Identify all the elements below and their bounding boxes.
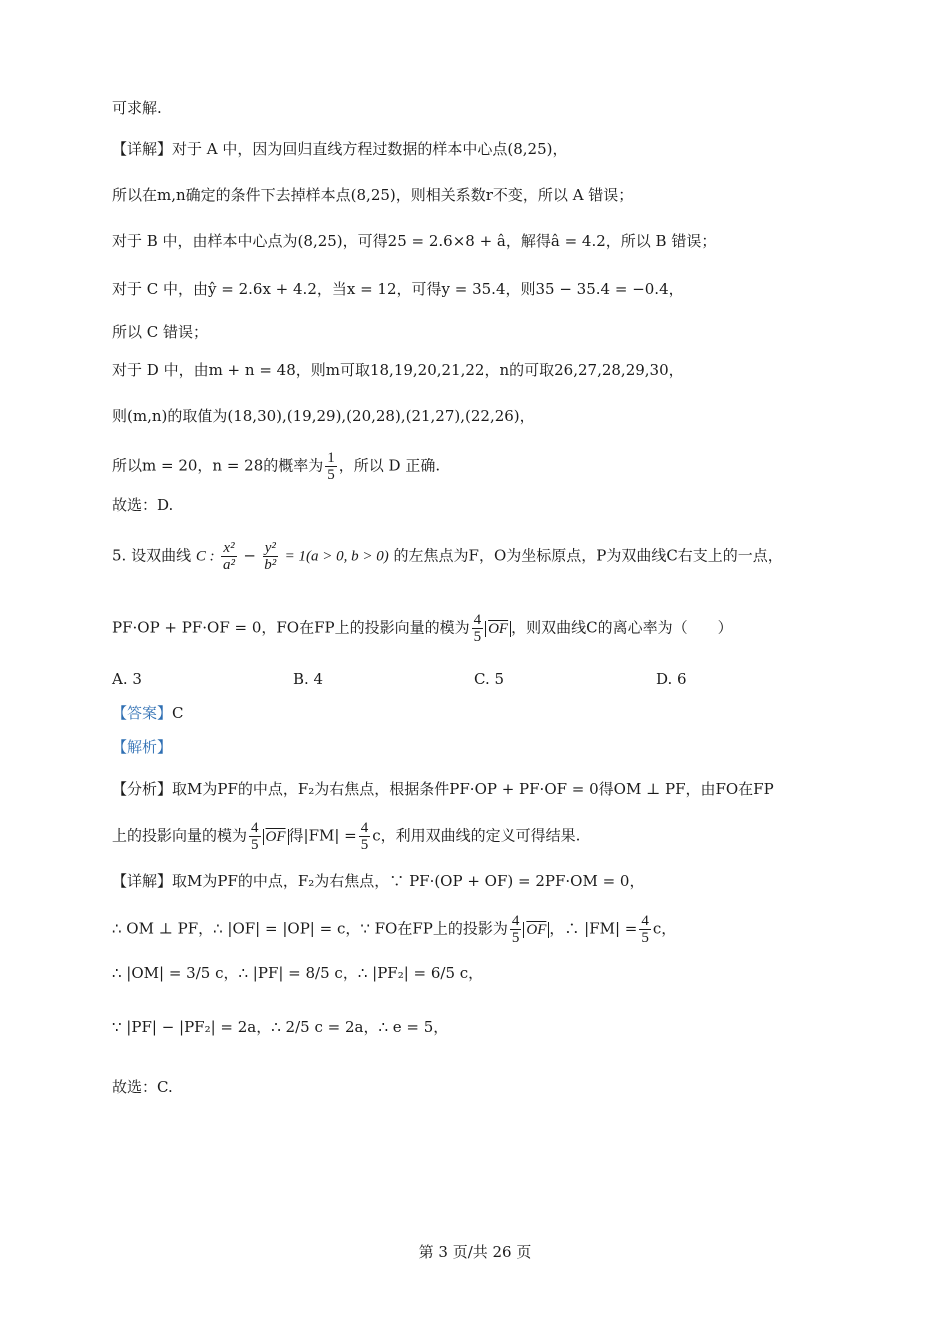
detail-tag: 【详解】 [112, 140, 173, 158]
fraction-four-fifth: $\frac{4}{5}$ [473, 612, 482, 645]
detail-line-c: 对于 C 中，由ŷ = 2.6x + 4.2，当x = 12，可得y = 35.4，则35 − 35.4 = −0.4， [112, 280, 684, 298]
option-b: B. 4 [293, 670, 324, 688]
fraction-x2-a2: $\frac{\text{x²}}{\text{a²}}$ [222, 540, 235, 573]
detail-line-a: 【详解】对于 A 中，因为回归直线方程过数据的样本中心点(8,25)， [112, 140, 568, 158]
answer-value: C [172, 704, 184, 722]
detail-line-b: 对于 B 中，由样本中心点为(8,25)，可得25 = 2.6×8 + â，解得â = 4.2，所以 B 错误； [112, 232, 717, 250]
detail-line-d2: 则(m,n)的取值为(18,30),(19,29),(20,28),(21,27),(22,26)， [112, 407, 535, 425]
question-5-line-2: PF·OP + PF·OF = 0，FO在FP上的投影向量的模为 $\frac{4}{5}$ $\overline{OF}$ ，则双曲线C的离心率为（ ） [112, 612, 733, 645]
answer-line [112, 702, 184, 724]
final-choice: 故选：C. [112, 1078, 173, 1096]
detail-line-d: 对于 D 中，由m + n = 48，则m可取18,19,20,21,22，n的可取26,27,28,29,30， [112, 361, 684, 379]
detail-line-d3: 所以m = 20，n = 28的概率为 $\frac{1}{5}$ ，所以 D 正确. [112, 450, 441, 483]
fraction-y2-b2: $\frac{\text{y²}}{\text{b²}}$ [264, 540, 277, 573]
detail-2-line-4: ∵ |PF| − |PF₂| = 2a，∴ 2/5 c = 2a，∴ e = 5， [112, 1018, 449, 1036]
answer-choice-line: 故选：D. [112, 496, 174, 514]
detail-line-a2: 所以在m,n确定的条件下去掉样本点(8,25)，则相关系数r不变，所以 A 错误； [112, 186, 634, 204]
detail-2-line-1: 【详解】取M为PF的中点，F₂为右焦点，∵ PF·(OP + OF) = 2PF·OM = 0， [112, 872, 645, 890]
page-footer: 第 3 页/共 26 页 [418, 1243, 532, 1261]
detail-line-c2: 所以 C 错误； [112, 323, 209, 341]
option-d: D. 6 [656, 670, 687, 688]
option-a: A. 3 [112, 670, 142, 688]
analysis-heading: 【解析】 [112, 738, 173, 756]
option-c: C. 5 [474, 670, 505, 688]
analysis-line-2: 上的投影向量的模为 $\frac{4}{5}$ $\overline{OF}$ 得|FM| = $\frac{4}{5}$ c，利用双曲线的定义可得结果. [112, 820, 581, 853]
analysis-line-1: 【分析】取M为PF的中点，F₂为右焦点，根据条件PF·OP + PF·OF = 0得OM ⊥ PF，由FO在FP [112, 780, 774, 798]
detail-2-line-3: ∴ |OM| = 3/5 c，∴ |PF| = 8/5 c，∴ |PF₂| = 6/5 c， [112, 964, 484, 982]
fraction-one-fifth: $\frac{1}{5}$ [327, 450, 335, 483]
detail-2-line-2: ∴ OM ⊥ PF，∴ |OF| = |OP| = c，∵ FO在FP上的投影为 $\frac{4}{5}$ $\overline{OF}$ ，∴ |FM| = $\frac{4}{5}$ c， [112, 913, 677, 946]
question-5-line-1: 5. 设双曲线 C : $\frac{\text{x²}}{\text{a²}}$ − $\frac{\text{y²}}{\text{b²}}$ = 1(a > 0, b > 0) 的左焦点为F，O为坐标原点，P为双曲线C右支上的一点， [112, 540, 783, 573]
abs-vector-OF: $\overline{OF}$ [485, 621, 511, 637]
answer-tag: 【答案】 [112, 704, 173, 722]
text-line: 可求解. [112, 99, 162, 117]
